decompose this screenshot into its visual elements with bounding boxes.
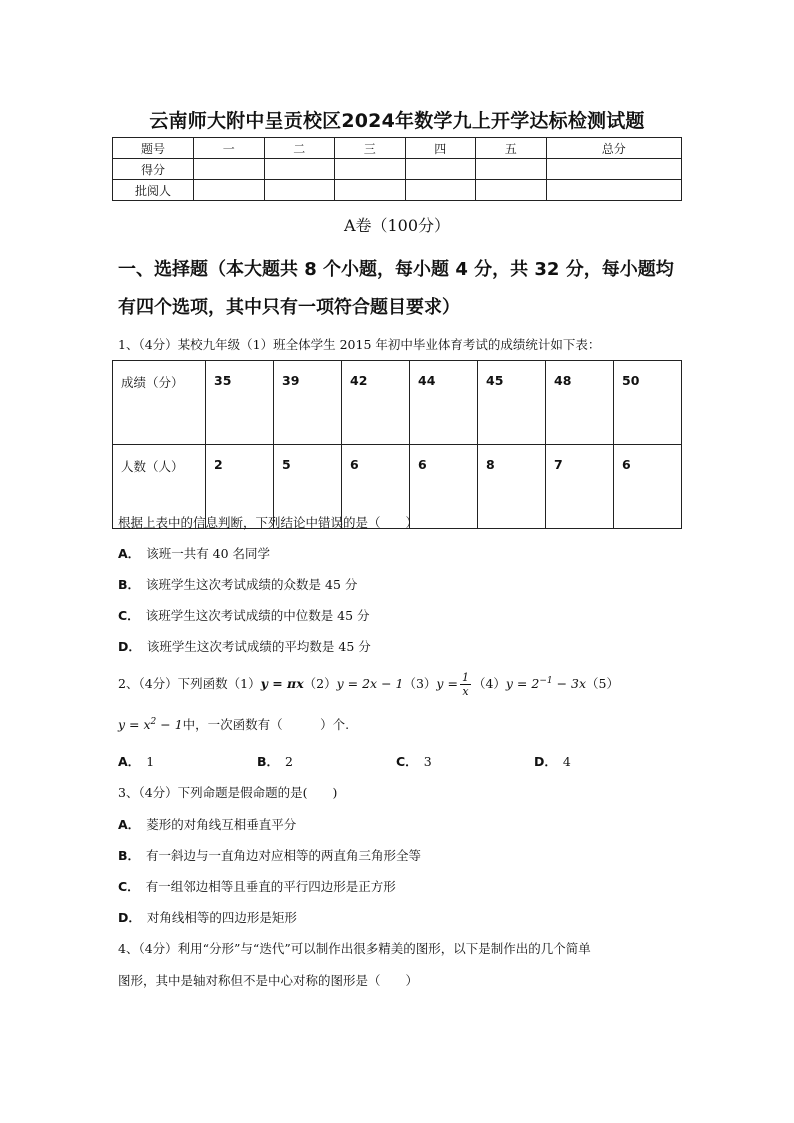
q1-cell: 42: [342, 361, 410, 445]
option-label: C．: [118, 879, 140, 894]
q1-table-row-scores: [113, 361, 682, 445]
q1-cell: 6: [410, 445, 478, 529]
score-header-cell: 题号: [113, 138, 194, 159]
score-cell[interactable]: [264, 159, 335, 180]
q1-option-a[interactable]: [118, 544, 270, 562]
q1-option-d[interactable]: [118, 637, 371, 655]
score-cell[interactable]: [405, 159, 476, 180]
q2-n5: （5）: [586, 676, 619, 691]
q1-cell: 6: [342, 445, 410, 529]
q1-cell: 7: [546, 445, 614, 529]
q2-f3-fraction: [460, 671, 471, 698]
q1-cell: 48: [546, 361, 614, 445]
q2-f5-exponent: 2: [150, 716, 157, 727]
q3-option-a[interactable]: [118, 815, 296, 833]
option-label: B．: [118, 848, 141, 863]
q1-cell: 44: [410, 361, 478, 445]
q2-f2: y = 2x − 1: [336, 676, 404, 691]
q2-f5-base: y = x: [118, 717, 151, 732]
option-label: A．: [118, 817, 141, 832]
option-text: 该班学生这次考试成绩的众数是 45 分: [146, 577, 358, 592]
q3-option-c[interactable]: [118, 877, 396, 895]
q1-cell: 5: [274, 445, 342, 529]
q2-f4-base: y = 2: [505, 676, 540, 691]
q1-cell: 39: [274, 361, 342, 445]
exam-title: 云南师大附中呈贡校区2024年数学九上开学达标检测试题: [149, 110, 645, 132]
q1-option-c[interactable]: [118, 606, 370, 624]
q2-f1: y = πx: [260, 676, 304, 691]
option-text: 1: [146, 754, 155, 769]
q1-cell: 8: [478, 445, 546, 529]
q2-n2: （2）: [303, 676, 337, 691]
option-label: D．: [118, 639, 141, 654]
score-cell[interactable]: [546, 180, 682, 201]
score-table-row: [113, 159, 682, 180]
option-text: 4: [562, 754, 571, 769]
option-text: 有一斜边与一直角边对应相等的两直角三角形全等: [146, 848, 422, 863]
score-table: [112, 137, 682, 201]
score-cell[interactable]: [194, 180, 265, 201]
score-table-header-row: [113, 138, 682, 159]
score-cell[interactable]: [476, 159, 547, 180]
q2-option-c[interactable]: [396, 752, 432, 770]
q3-stem: 3、（4分）下列命题是假命题的是( ): [118, 785, 338, 800]
score-table-row: [113, 180, 682, 201]
q2-stem-line1: [118, 671, 619, 698]
score-row-label: 批阅人: [113, 180, 194, 201]
q2-stem-line2: [118, 715, 349, 733]
score-row-label: 得分: [113, 159, 194, 180]
option-text: 该班学生这次考试成绩的平均数是 45 分: [146, 639, 371, 654]
option-label: A．: [118, 754, 141, 769]
score-cell[interactable]: [546, 159, 682, 180]
q1-cell: 50: [614, 361, 682, 445]
q2-option-b[interactable]: [257, 752, 293, 770]
q2-n3: （3）: [403, 676, 437, 691]
q1-question: 根据上表中的信息判断，下列结论中错误的是（ ）: [118, 515, 419, 530]
option-text: 有一组邻边相等且垂直的平行四边形是正方形: [145, 879, 396, 894]
q3-option-d[interactable]: [118, 908, 297, 926]
option-text: 该班一共有 40 名同学: [146, 546, 271, 561]
q1-cell: 2: [206, 445, 274, 529]
option-text: 该班学生这次考试成绩的中位数是 45 分: [145, 608, 370, 623]
part1-heading-line2: 有四个选项，其中只有一项符合题目要求）: [118, 297, 460, 318]
q2-n4: （4）: [472, 676, 506, 691]
score-cell[interactable]: [335, 180, 406, 201]
q2-f3-lhs: y =: [436, 676, 458, 691]
option-text: 3: [423, 754, 432, 769]
option-label: D．: [534, 754, 557, 769]
q1-row-label: 人数（人）: [113, 445, 206, 529]
option-label: B．: [118, 577, 141, 592]
q1-stem: 1、（4分）某校九年级（1）班全体学生 2015 年初中毕业体育考试的成绩统计如下表：: [118, 337, 601, 352]
section-a-heading: A卷（100分）: [343, 216, 451, 235]
score-cell[interactable]: [476, 180, 547, 201]
q1-row-label: 成绩（分）: [113, 361, 206, 445]
score-cell[interactable]: [194, 159, 265, 180]
score-cell[interactable]: [335, 159, 406, 180]
q2-f4-exponent: −1: [539, 675, 553, 686]
option-label: A．: [118, 546, 141, 561]
q3-option-b[interactable]: [118, 846, 421, 864]
score-header-cell: 五: [476, 138, 547, 159]
score-cell[interactable]: [264, 180, 335, 201]
q2-option-d[interactable]: [534, 752, 571, 770]
score-header-cell: 三: [335, 138, 406, 159]
option-text: 菱形的对角线互相垂直平分: [146, 817, 297, 832]
score-header-cell: 一: [194, 138, 265, 159]
option-text: 2: [285, 754, 293, 769]
option-text: 对角线相等的四边形是矩形: [146, 910, 297, 925]
q2-f5-rest: − 1: [156, 717, 183, 732]
q1-score-table: [112, 360, 682, 529]
part1-heading-line1: 一、选择题（本大题共 8 个小题，每小题 4 分，共 32 分，每小题均: [118, 259, 674, 280]
q2-f3-denominator: x: [462, 685, 469, 698]
q2-tail: 中，一次函数有（ ）个.: [182, 717, 350, 732]
q1-option-b[interactable]: [118, 575, 357, 593]
q2-f3-numerator: 1: [461, 671, 469, 684]
score-cell[interactable]: [405, 180, 476, 201]
q4-stem-line2: 图形，其中是轴对称但不是中心对称的图形是（ ）: [118, 973, 419, 988]
option-label: C．: [396, 754, 418, 769]
q4-stem-line1: 4、（4分）利用“分形”与“迭代”可以制作出很多精美的图形，以下是制作出的几个简单: [118, 941, 591, 956]
q2-option-a[interactable]: [118, 752, 154, 770]
q2-n1: （1）: [227, 676, 261, 691]
option-label: C．: [118, 608, 140, 623]
option-label: D．: [118, 910, 141, 925]
score-header-cell: 四: [405, 138, 476, 159]
q1-cell: 35: [206, 361, 274, 445]
score-header-cell: 二: [264, 138, 335, 159]
q1-cell: 45: [478, 361, 546, 445]
score-header-cell: 总分: [546, 138, 682, 159]
q2-prefix: 2、（4分）下列函数: [118, 676, 228, 691]
q2-f4-rest: − 3x: [552, 676, 587, 691]
option-label: B．: [257, 754, 280, 769]
q1-cell: 6: [614, 445, 682, 529]
